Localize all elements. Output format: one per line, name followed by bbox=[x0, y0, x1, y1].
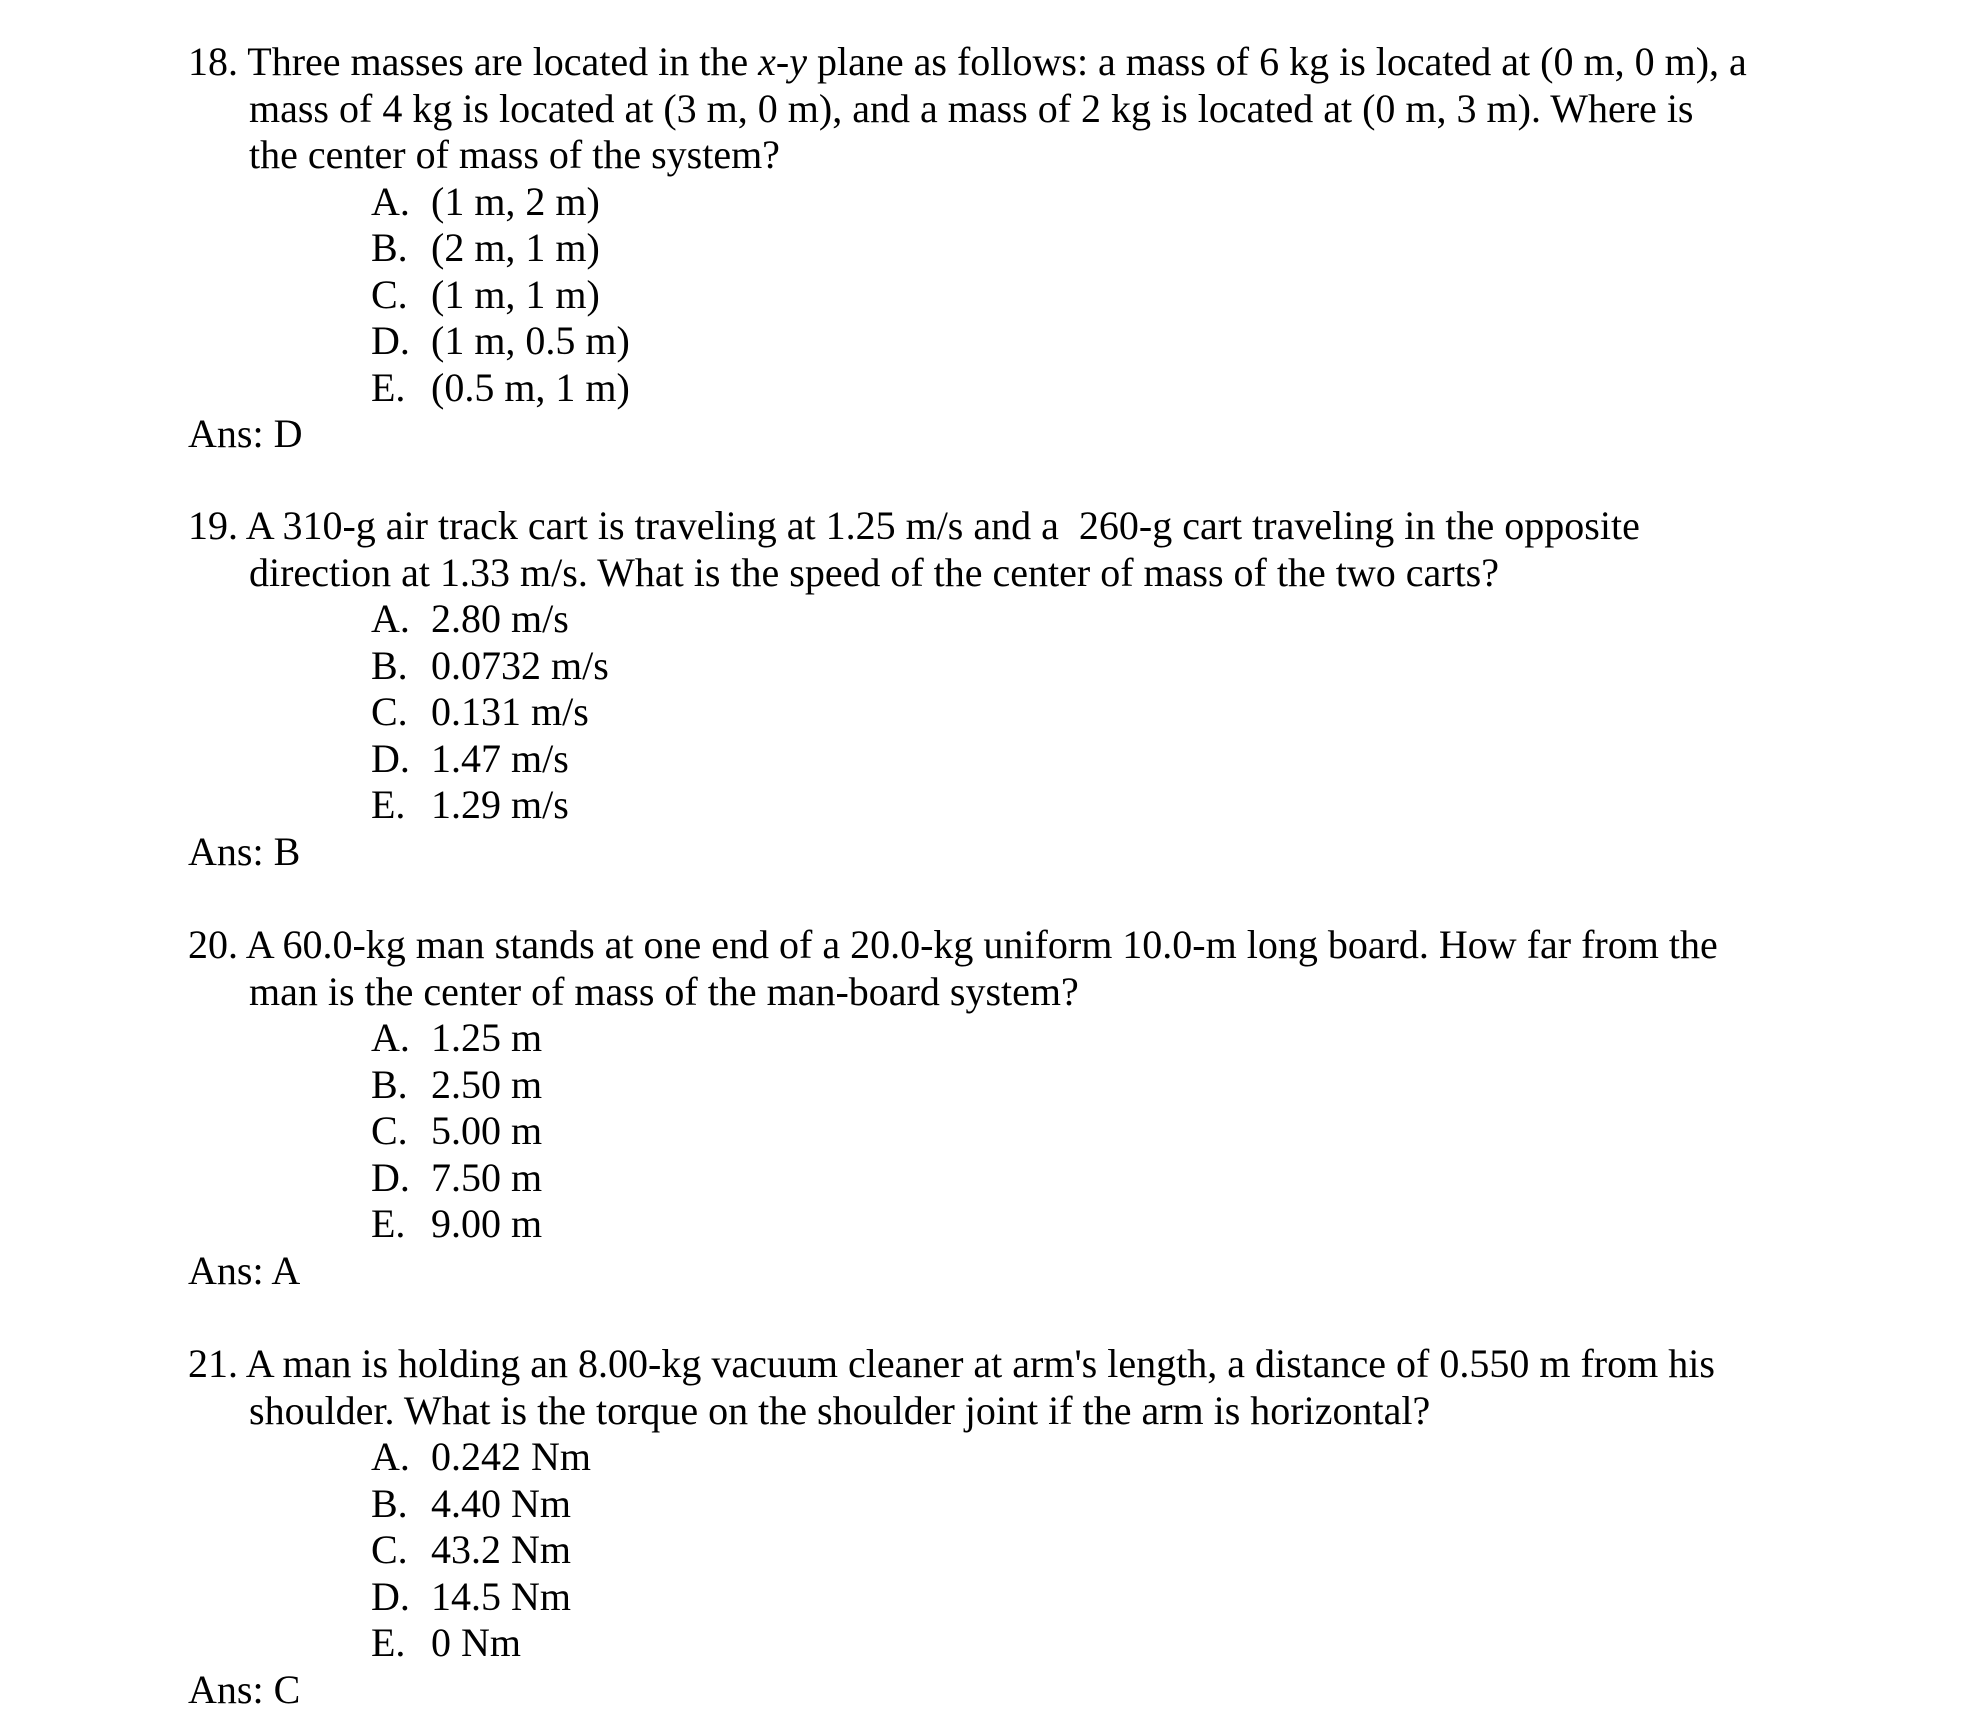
option-letter: D. bbox=[371, 1154, 410, 1200]
option-text: 1.29 m/s bbox=[431, 782, 569, 827]
option-c bbox=[371, 272, 1788, 319]
question-number: 18. bbox=[188, 39, 238, 84]
question-text-line: mass of 4 kg is located at (3 m, 0 m), and a mass of 2 kg is located at (0 m, 3 m). Where is bbox=[249, 85, 1694, 131]
option-text: 0.242 Nm bbox=[431, 1434, 591, 1479]
option-b bbox=[371, 1062, 1788, 1109]
option-b bbox=[371, 643, 1788, 690]
question-text-line: direction at 1.33 m/s. What is the speed of the center of mass of the two carts? bbox=[249, 549, 1499, 595]
option-e bbox=[371, 1620, 1788, 1667]
option-letter: D. bbox=[371, 735, 410, 781]
question-text-line: A 60.0-kg man stands at one end of a 20.0-kg uniform 10.0-m long board. How far from the bbox=[245, 922, 1718, 967]
question-19 bbox=[188, 503, 1788, 875]
option-text: 7.50 m bbox=[431, 1154, 543, 1200]
option-d bbox=[371, 318, 1788, 365]
option-letter: E. bbox=[371, 1620, 406, 1665]
answer-key: Ans: A bbox=[188, 1247, 301, 1293]
option-text: 0 Nm bbox=[431, 1620, 521, 1665]
answer-options bbox=[371, 179, 1788, 412]
answer-options bbox=[371, 1434, 1788, 1667]
option-a bbox=[371, 596, 1788, 643]
question-first-line bbox=[188, 39, 1788, 86]
answer-key: Ans: D bbox=[188, 411, 303, 456]
question-text-line: A man is holding an 8.00-kg vacuum cleaner at arm's length, a distance of 0.550 m from his bbox=[245, 1341, 1715, 1386]
option-text: 4.40 Nm bbox=[431, 1480, 571, 1526]
option-letter: A. bbox=[371, 178, 410, 224]
question-number: 21. bbox=[188, 1341, 238, 1386]
option-a bbox=[371, 1434, 1788, 1481]
option-letter: B. bbox=[371, 642, 408, 688]
question-text-line: man is the center of mass of the man-board system? bbox=[249, 968, 1079, 1014]
option-text: 14.5 Nm bbox=[431, 1573, 571, 1619]
question-18 bbox=[188, 39, 1788, 458]
question-21 bbox=[188, 1341, 1788, 1713]
option-letter: E. bbox=[371, 782, 406, 827]
question-number: 19. bbox=[188, 503, 238, 548]
option-text: 0.0732 m/s bbox=[431, 642, 609, 688]
option-text: 5.00 m bbox=[431, 1108, 543, 1153]
option-text: 2.80 m/s bbox=[431, 596, 569, 641]
question-number: 20. bbox=[188, 922, 238, 967]
option-e bbox=[371, 365, 1788, 412]
answer-key: Ans: C bbox=[188, 1666, 301, 1712]
option-b bbox=[371, 1481, 1788, 1528]
option-text: (0.5 m, 1 m) bbox=[431, 364, 630, 410]
question-text-line: shoulder. What is the torque on the shoulder joint if the arm is horizontal? bbox=[249, 1387, 1431, 1433]
question-text-line: Three masses are located in the x-y plane as follows: a mass of 6 kg is located at (0 m, 0 m), a bbox=[247, 39, 1747, 84]
option-d bbox=[371, 736, 1788, 783]
option-letter: B. bbox=[371, 1061, 408, 1107]
option-text: 0.131 m/s bbox=[431, 689, 589, 734]
answer-options bbox=[371, 1015, 1788, 1248]
question-text-line: A 310-g air track cart is traveling at 1.25 m/s and a 260-g cart traveling in the opposite bbox=[238, 503, 1640, 548]
option-letter: C. bbox=[371, 689, 408, 734]
option-letter: D. bbox=[371, 318, 410, 363]
option-text: (2 m, 1 m) bbox=[431, 225, 600, 270]
option-c bbox=[371, 1108, 1788, 1155]
option-text: (1 m, 2 m) bbox=[431, 178, 600, 224]
option-c bbox=[371, 1527, 1788, 1574]
option-d bbox=[371, 1574, 1788, 1621]
option-d bbox=[371, 1155, 1788, 1202]
question-first-line bbox=[188, 503, 1788, 550]
option-text: 1.25 m bbox=[431, 1015, 543, 1060]
option-letter: E. bbox=[371, 364, 406, 410]
question-first-line bbox=[188, 922, 1788, 969]
option-letter: D. bbox=[371, 1573, 410, 1619]
option-text: (1 m, 1 m) bbox=[431, 271, 600, 317]
option-letter: B. bbox=[371, 225, 408, 270]
option-a bbox=[371, 1015, 1788, 1062]
option-letter: E. bbox=[371, 1201, 406, 1246]
option-a bbox=[371, 179, 1788, 226]
option-letter: B. bbox=[371, 1480, 408, 1526]
option-letter: A. bbox=[371, 596, 410, 641]
option-text: 2.50 m bbox=[431, 1061, 543, 1107]
question-first-line bbox=[188, 1341, 1788, 1388]
option-c bbox=[371, 689, 1788, 736]
option-letter: A. bbox=[371, 1015, 410, 1060]
option-letter: C. bbox=[371, 271, 408, 317]
option-text: 1.47 m/s bbox=[431, 735, 569, 781]
option-b bbox=[371, 225, 1788, 272]
option-text: (1 m, 0.5 m) bbox=[431, 318, 630, 363]
option-e bbox=[371, 1201, 1788, 1248]
answer-key: Ans: B bbox=[188, 828, 301, 874]
question-text-line: the center of mass of the system? bbox=[249, 132, 780, 177]
option-letter: A. bbox=[371, 1434, 410, 1479]
answer-options bbox=[371, 596, 1788, 829]
italic-term: x-y bbox=[758, 39, 807, 84]
option-letter: C. bbox=[371, 1527, 408, 1572]
option-text: 9.00 m bbox=[431, 1201, 543, 1246]
question-20 bbox=[188, 922, 1788, 1294]
option-e bbox=[371, 782, 1788, 829]
option-text: 43.2 Nm bbox=[431, 1527, 571, 1572]
option-letter: C. bbox=[371, 1108, 408, 1153]
